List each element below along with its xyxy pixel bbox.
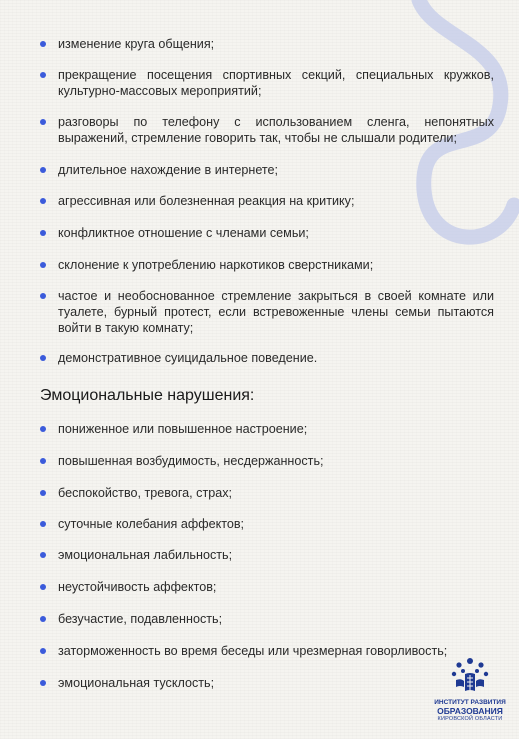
list-item: частое и необоснованное стремление закрыться в своей комнате или туалете, бурный протест, если встревоженные члены семьи пытаются войти в такую комнату; [40, 288, 494, 336]
bullet-icon [40, 426, 46, 432]
list-item: пониженное или повышенное настроение; [40, 421, 494, 437]
logo-line-2: ОБРАЗОВАНИЯ [437, 706, 503, 716]
logo-line-3: КИРОВСКОЙ ОБЛАСТИ [437, 716, 503, 722]
list-item: неустойчивость аффектов; [40, 579, 494, 595]
bullet-icon [40, 230, 46, 236]
bullet-icon [40, 584, 46, 590]
list-item: изменение круга общения; [40, 36, 494, 52]
bullet-icon [40, 198, 46, 204]
bullet-icon [40, 167, 46, 173]
list-item: склонение к употреблению наркотиков сверстниками; [40, 257, 494, 273]
bullet-icon [40, 262, 46, 268]
list-item: демонстративное суицидальное поведение. [40, 350, 494, 366]
list-item: повышенная возбудимость, несдержанность; [40, 453, 494, 469]
bullet-icon [40, 616, 46, 622]
list-item: заторможенность во время беседы или чрезмерная говорливость; [40, 643, 494, 659]
institute-logo [430, 657, 510, 729]
bullet-icon [40, 552, 46, 558]
list-item: конфликтное отношение с членами семьи; [40, 225, 494, 241]
list-item: беспокойство, тревога, страх; [40, 485, 494, 501]
bullet-icon [40, 680, 46, 686]
bullet-icon [40, 41, 46, 47]
list-item: прекращение посещения спортивных секций, специальных кружков, культурно-массовых мероприятий; [40, 67, 494, 99]
institute-logo-icon [450, 657, 490, 697]
bullet-icon [40, 521, 46, 527]
list-item: эмоциональная тусклость; [40, 675, 494, 691]
bullet-icon [40, 355, 46, 361]
bullet-icon [40, 72, 46, 78]
section-heading: Эмоциональные нарушения: [40, 387, 255, 404]
list-item: длительное нахождение в интернете; [40, 162, 494, 178]
logo-line-1: ИНСТИТУТ РАЗВИТИЯ [434, 699, 506, 706]
list-item: разговоры по телефону с использованием сленга, непонятных выражений, стремление говорить так, чтобы не слышали родители; [40, 114, 494, 146]
list-item: эмоциональная лабильность; [40, 547, 494, 563]
list-item: безучастие, подавленность; [40, 611, 494, 627]
bullet-icon [40, 648, 46, 654]
list-item: агрессивная или болезненная реакция на критику; [40, 193, 494, 209]
bullet-icon [40, 490, 46, 496]
bullet-icon [40, 293, 46, 299]
bullet-icon [40, 458, 46, 464]
bullet-icon [40, 119, 46, 125]
list-item: суточные колебания аффектов; [40, 516, 494, 532]
